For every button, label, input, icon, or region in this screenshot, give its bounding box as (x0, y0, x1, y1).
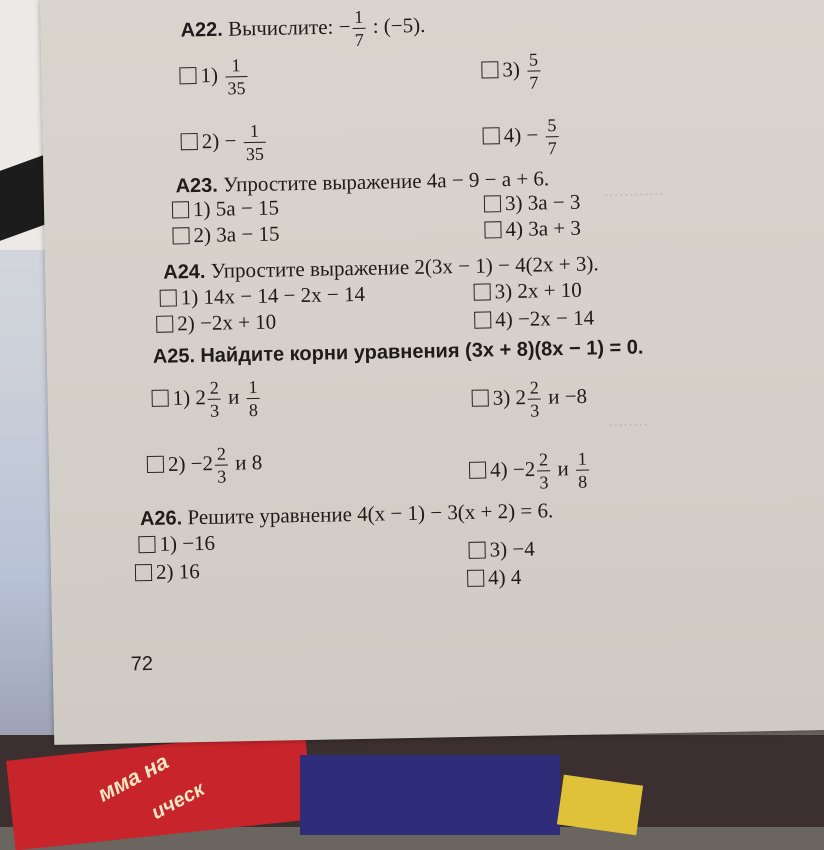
answer-checkbox[interactable] (474, 311, 491, 328)
question-a25 (153, 334, 644, 368)
question-number: А24. (163, 260, 206, 284)
answer-checkbox[interactable] (483, 128, 500, 145)
textbook-page (40, 0, 824, 745)
question-text: Найдите корни уравнения (3x + 8)(8x − 1) = 0. (200, 336, 644, 367)
answer-option[interactable]: 4) −2x − 14 (474, 305, 594, 332)
question-text: Вычислите: − (227, 14, 351, 41)
answer-option[interactable]: 1) −16 (138, 531, 215, 557)
answer-checkbox[interactable] (468, 542, 485, 559)
answer-option[interactable]: 3) 2x + 10 (473, 278, 582, 305)
bleed-through-text: ........ (607, 408, 649, 432)
answer-checkbox[interactable] (172, 227, 189, 244)
question-a22 (180, 5, 426, 55)
answer-option[interactable]: 4) 3a + 3 (484, 216, 581, 243)
answer-checkbox[interactable] (474, 283, 491, 300)
answer-option[interactable]: 1) $\frac{1}{35}$ (179, 54, 250, 100)
answer-checkbox[interactable] (147, 456, 164, 473)
answer-option[interactable]: 4) −2 $\frac{2}{3}$ и $\frac{1}{8}$ (469, 448, 592, 495)
question-number: А26. (139, 507, 183, 531)
answer-checkbox[interactable] (138, 536, 155, 553)
answer-option[interactable]: 3) $\frac{5}{7}$ (481, 48, 543, 94)
answer-checkbox[interactable] (481, 62, 498, 79)
answer-option[interactable]: 2) 3a − 15 (172, 221, 279, 248)
book-cover-blue (300, 755, 560, 835)
answer-option[interactable]: 1) 14x − 14 − 2x − 14 (160, 282, 366, 311)
question-text: Упростите выражение 2(3x − 1) − 4(2x + 3). (210, 251, 599, 283)
answer-checkbox[interactable] (484, 195, 501, 212)
fraction: $\frac{1}{7}$ (352, 6, 366, 51)
question-number: А25. (152, 345, 196, 368)
answer-checkbox[interactable] (467, 570, 484, 587)
answer-checkbox[interactable] (181, 133, 198, 150)
answer-option[interactable]: 3) −4 (468, 537, 535, 563)
answer-checkbox[interactable] (135, 564, 152, 581)
answer-checkbox[interactable] (469, 462, 486, 479)
bleed-through-text: ............ (603, 178, 664, 202)
answer-checkbox[interactable] (160, 289, 177, 306)
answer-option[interactable]: 1) 2 $\frac{2}{3}$ и $\frac{1}{8}$ (151, 376, 262, 423)
answer-option[interactable]: 4) 4 (467, 565, 522, 591)
cover-text-1: мма на (93, 748, 173, 807)
question-text: Решите уравнение 4(x − 1) − 3(x + 2) = 6. (187, 498, 554, 530)
answer-checkbox[interactable] (472, 390, 489, 407)
question-text-tail: : (−5). (372, 12, 426, 38)
answer-checkbox[interactable] (156, 316, 173, 333)
answer-option[interactable]: 1) 5a − 15 (172, 195, 279, 222)
answer-option[interactable]: 2) − $\frac{1}{35}$ (180, 120, 268, 167)
answer-checkbox[interactable] (172, 201, 189, 218)
question-number: А23. (175, 174, 219, 198)
question-a26 (140, 498, 554, 531)
answer-checkbox[interactable] (484, 221, 501, 238)
answer-option[interactable]: 3) 3a − 3 (484, 190, 581, 217)
answer-option[interactable]: 4) − $\frac{5}{7}$ (482, 114, 561, 160)
question-number: А22. (180, 18, 224, 42)
page-number: 72 (130, 652, 154, 676)
answer-option[interactable]: 2) 16 (135, 559, 200, 585)
answer-option[interactable]: 2) −2x + 10 (156, 310, 276, 337)
answer-checkbox[interactable] (179, 67, 196, 84)
answer-option[interactable]: 3) 2 $\frac{2}{3}$ и −8 (471, 376, 587, 423)
question-text: Упростите выражение 4a − 9 − a + 6. (222, 166, 550, 197)
answer-checkbox[interactable] (152, 390, 169, 407)
answer-option[interactable]: 2) −2 $\frac{2}{3}$ и 8 (147, 442, 263, 489)
cover-text-2: ическ (147, 778, 209, 825)
